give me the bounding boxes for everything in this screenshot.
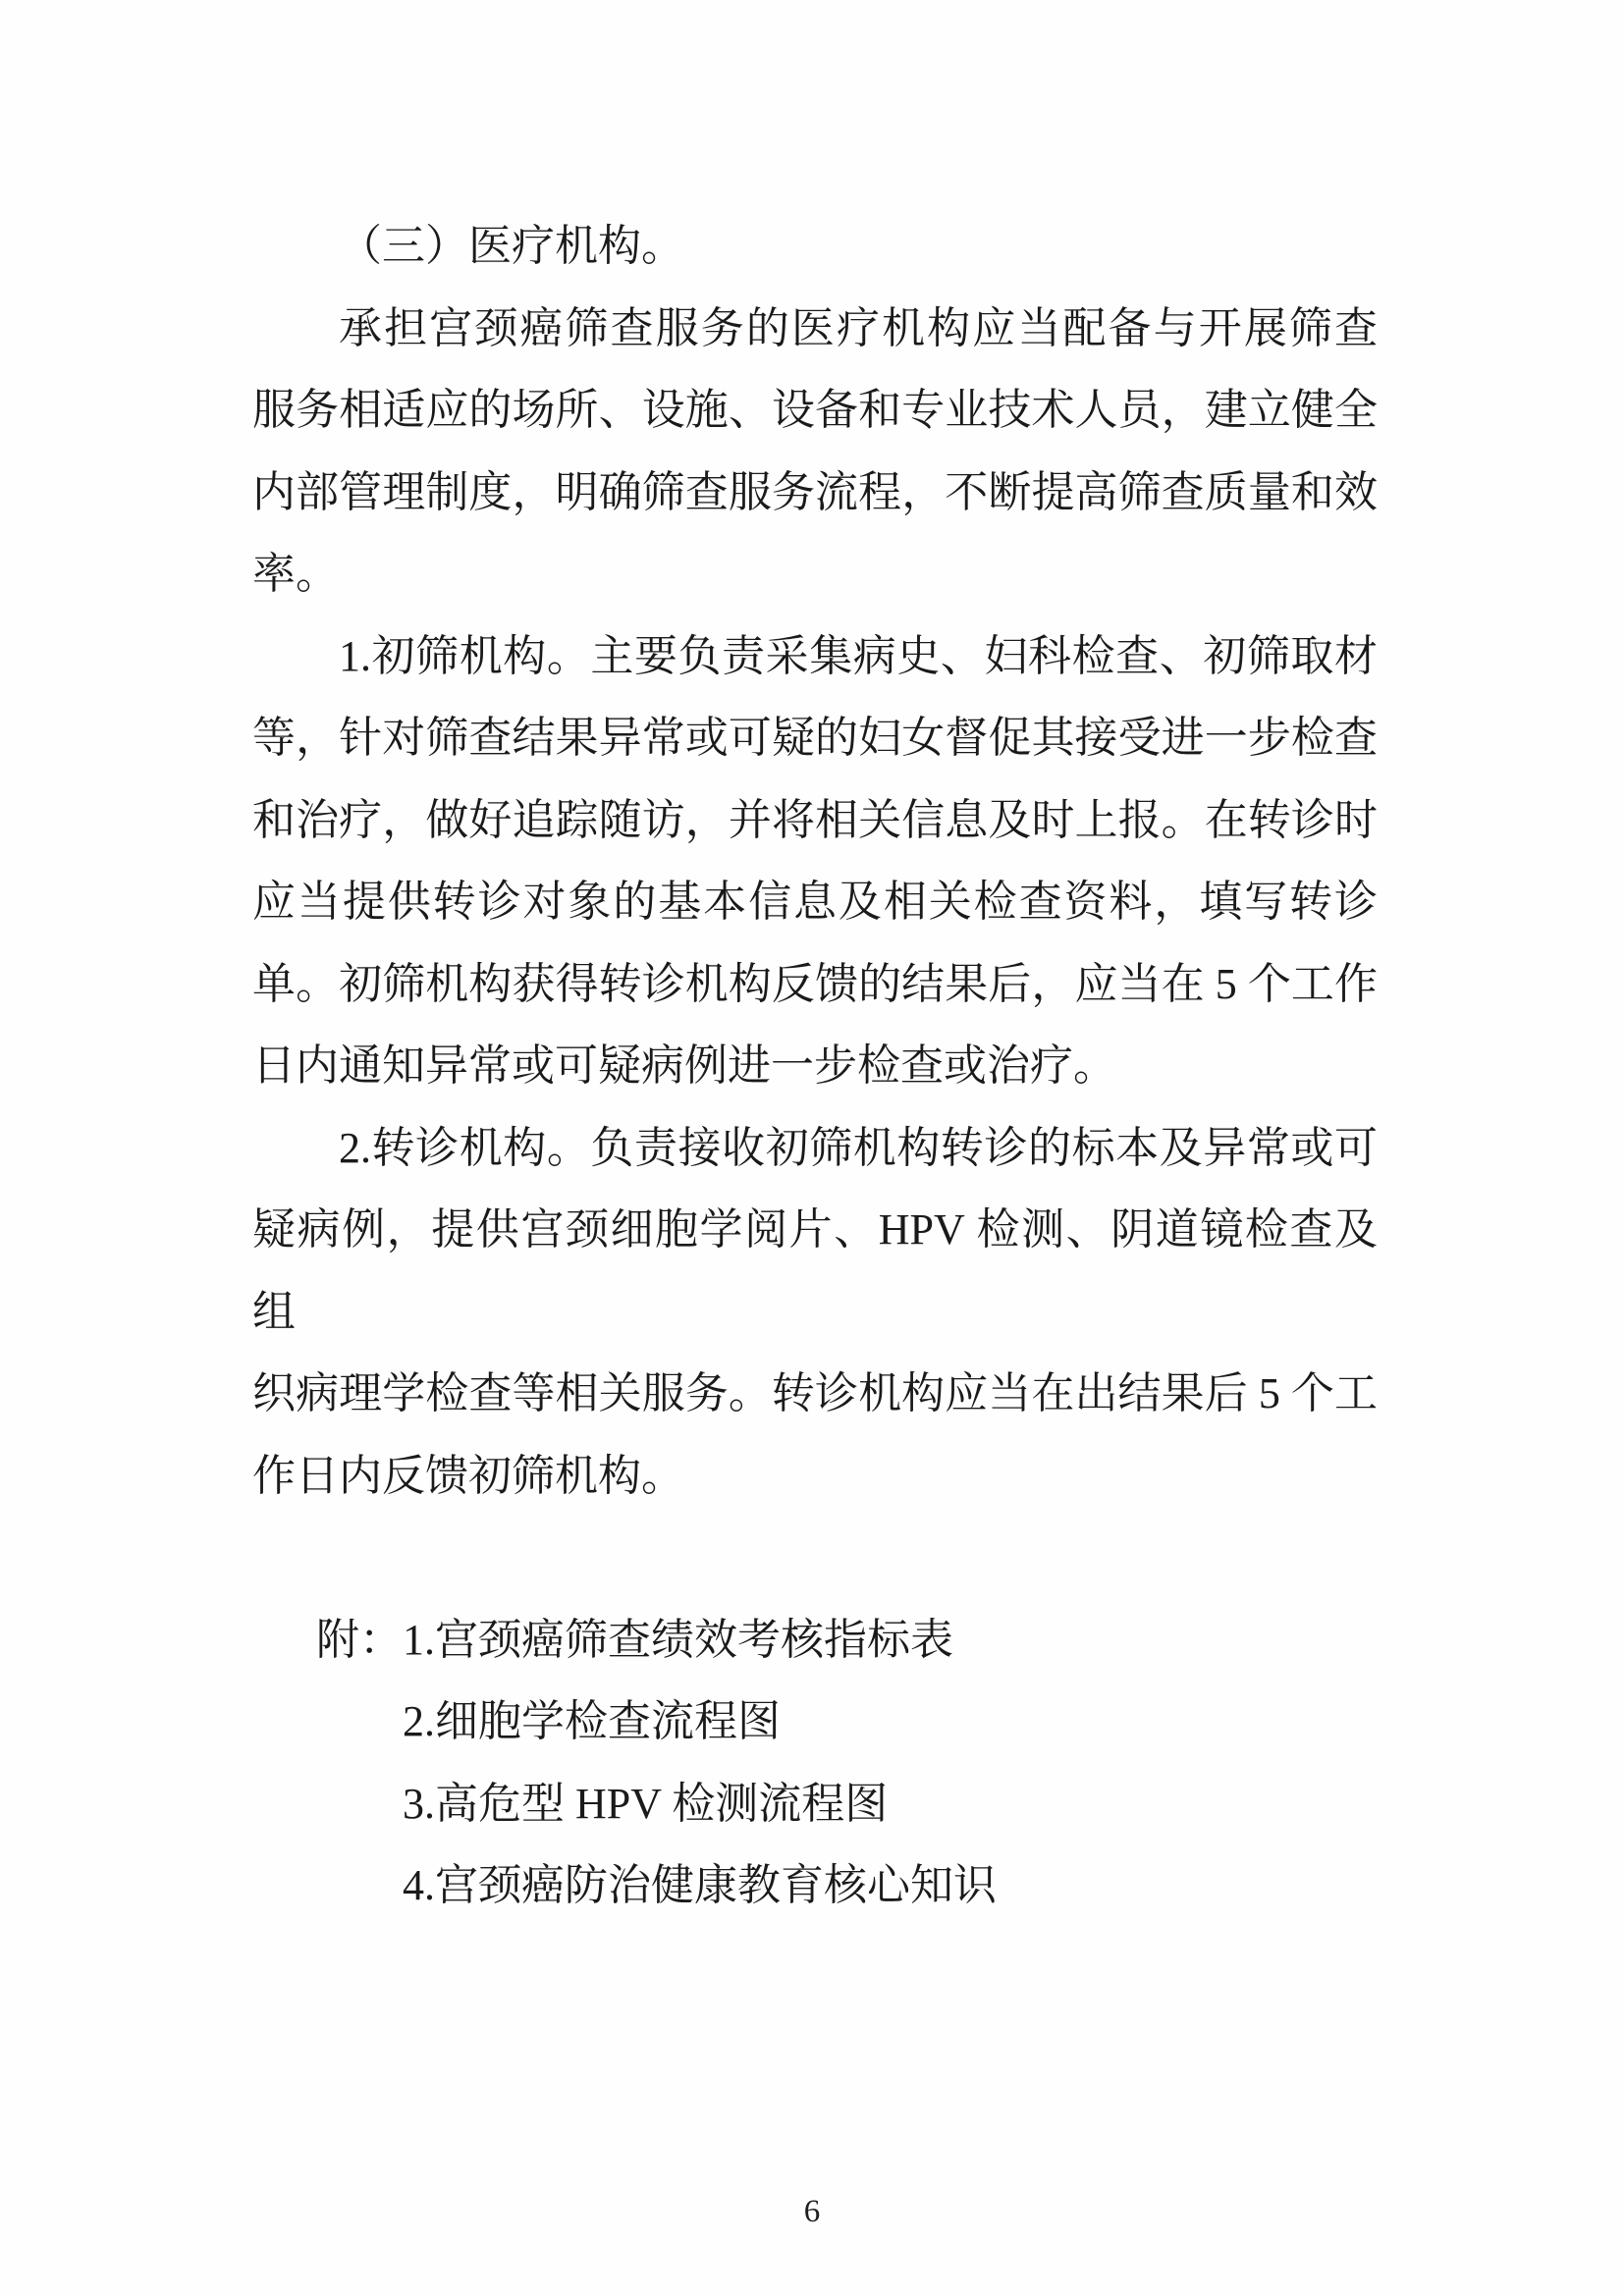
attachment-item: 1.宫颈癌筛查绩效考核指标表 [403, 1615, 953, 1664]
paragraph-line: 疑病例，提供宫颈细胞学阅片、HPV 检测、阴道镜检查及组 [252, 1205, 1378, 1336]
attachment-item: 3.高危型 HPV 检测流程图 [403, 1779, 889, 1828]
paragraph-line: 等，针对筛查结果异常或可疑的妇女督促其接受进一步检查 [252, 714, 1378, 762]
blank-line [252, 1517, 1378, 1599]
page-number: 6 [803, 2194, 821, 2229]
paragraph-line: 服务相适应的场所、设施、设备和专业技术人员，建立健全 [252, 386, 1378, 434]
section-heading: （三）医疗机构。 [339, 222, 684, 270]
attachment-item: 4.宫颈癌防治健康教育核心知识 [403, 1861, 997, 1909]
paragraph-line: 应当提供转诊对象的基本信息及相关检查资料，填写转诊 [252, 878, 1378, 926]
paragraph-line: 织病理学检查等相关服务。转诊机构应当在出结果后 5 个工 [252, 1369, 1378, 1417]
paragraph-line: 单。初筛机构获得转诊机构反馈的结果后，应当在 5 个工作 [252, 959, 1378, 1008]
paragraph-line: 日内通知异常或可疑病例进一步检查或治疗。 [252, 1041, 1116, 1090]
paragraph-line: 承担宫颈癌筛查服务的医疗机构应当配备与开展筛查 [339, 303, 1378, 352]
paragraph-line: 作日内反馈初筛机构。 [252, 1451, 684, 1500]
attachments-first-line [252, 1599, 1378, 1682]
paragraph-line: 内部管理制度，明确筛查服务流程，不断提高筛查质量和效 [252, 467, 1378, 516]
paragraph-line: 2.转诊机构。负责接收初筛机构转诊的标本及异常或可 [339, 1123, 1378, 1172]
paragraph-line: 和治疗，做好追踪随访，并将相关信息及时上报。在转诊时 [252, 795, 1378, 844]
paragraph-line: 1.初筛机构。主要负责采集病史、妇科检查、初筛取材 [339, 631, 1378, 680]
attachments-label: 附： [316, 1615, 403, 1664]
attachment-item: 2.细胞学检查流程图 [403, 1697, 781, 1745]
document-body [252, 205, 1378, 1927]
paragraph-line: 率。 [252, 550, 339, 598]
